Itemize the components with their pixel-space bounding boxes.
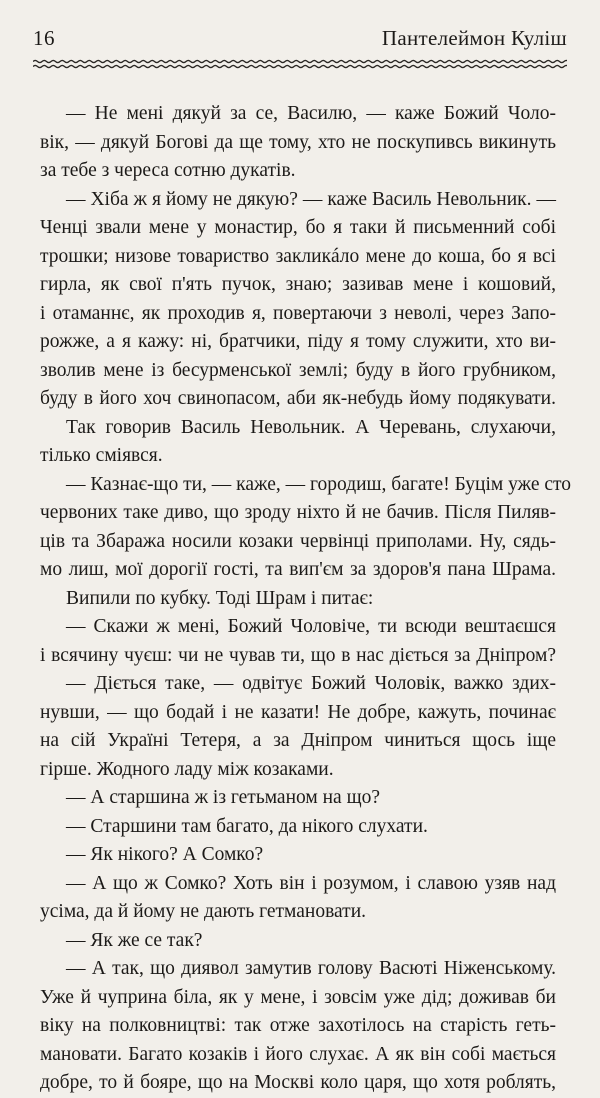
text-line: — А старшина ж із гетьманом на що? xyxy=(66,787,380,808)
wavy-rule-ornament xyxy=(33,58,567,70)
text-line: рожже, а я кажу: ні, братчики, піду я тому служити, хто ви- xyxy=(40,331,556,352)
text-line: — Не мені дякуй за се, Василю, — каже Божий Чоло- xyxy=(66,103,556,124)
text-line: гирла, як свої п'ять пучок, знаю; зазивав мене і кошовий, xyxy=(40,274,556,295)
text-line: Так говорив Василь Невольник. А Черевань, слухаючи, xyxy=(66,416,556,438)
text-line: мановати. Багато козаків і його слухає. А як він собі мається xyxy=(40,1043,556,1065)
text-line: буду в його хоч свинопасом, аби як-небудь йому подякувати. xyxy=(40,388,556,409)
text-line: — Казнає-що ти, — каже, — городиш, багате! Буцім уже сто xyxy=(66,473,572,495)
text-line: — А так, що диявол замутив голову Васюті Ніженському. xyxy=(66,958,556,979)
text-line: на сій Україні Тетеря, а за Дніпром чиниться щось іще xyxy=(40,730,556,751)
text-line: віку на полковництві: так отже захотілось на старість геть- xyxy=(40,1015,556,1036)
text-line: усіма, да й йому не дають гетмановати. xyxy=(40,901,367,922)
text-line: тілько сміявся. xyxy=(40,445,163,466)
text-line: і отаманнє, як проходив я, повертаючи з неволі, через Запо- xyxy=(40,302,556,324)
text-line: мо лиш, мої дорогії гості, та вип'єм за здоров'я пана Шрама. xyxy=(40,559,556,580)
text-line: червоних таке диво, що зроду ніхто й не бачив. Після Пиляв- xyxy=(40,502,556,523)
text-line: Ченці звали мене у монастир, бо я таки й письменний собі xyxy=(40,217,556,238)
text-line: добре, то й бояре, що на Москві коло царя, що хотя роблять, xyxy=(40,1072,556,1093)
text-line: за тебе з череса сотню дукатів. xyxy=(40,160,296,181)
text-line: — Як нікого? А Сомко? xyxy=(66,844,264,865)
text-line: Випили по кубку. Тоді Шрам і питає: xyxy=(66,587,374,609)
text-line: гірше. Жодного ладу між козаками. xyxy=(40,758,334,780)
text-line: нувши, — що бодай і не казати! Не добре, кажуть, починає xyxy=(40,701,556,723)
text-line: вік, — дякуй Богові да ще тому, хто не поскупивсь викинуть xyxy=(40,131,556,153)
page-number: 16 xyxy=(33,26,55,50)
text-line: Уже й чуприна біла, як у мене, і зовсім уже дід; доживав би xyxy=(40,986,556,1008)
text-line: — А що ж Сомко? Хоть він і розумом, і славою узяв над xyxy=(66,872,556,894)
text-line: зволив мене із бесурменської землі; буду в його грубником, xyxy=(40,359,556,381)
text-line: ців та Збаража носили козаки червінці приполами. Ну, сядь- xyxy=(40,530,556,552)
text-line: трошки; низове товариство закликáло мене до коша, бо я всі xyxy=(40,245,556,267)
running-head-author: Пантелеймон Куліш xyxy=(381,26,567,50)
page-header xyxy=(33,22,567,56)
body-text xyxy=(40,100,572,1098)
text-line: — Старшини там багато, да нікого слухати. xyxy=(66,815,428,837)
text-line: — Як же се так? xyxy=(66,929,203,951)
text-line: — Хіба ж я йому не дякую? — каже Василь Невольник. — xyxy=(66,188,556,210)
text-line: — Скажи ж мені, Божий Чоловіче, ти всюди вештаєшся xyxy=(66,616,556,637)
text-line: — Діється таке, — одвітує Божий Чоловік, важко здих- xyxy=(66,673,556,694)
text-line: і всячину чуєш: чи не чував ти, що в нас діється за Дніпром? xyxy=(40,644,556,666)
